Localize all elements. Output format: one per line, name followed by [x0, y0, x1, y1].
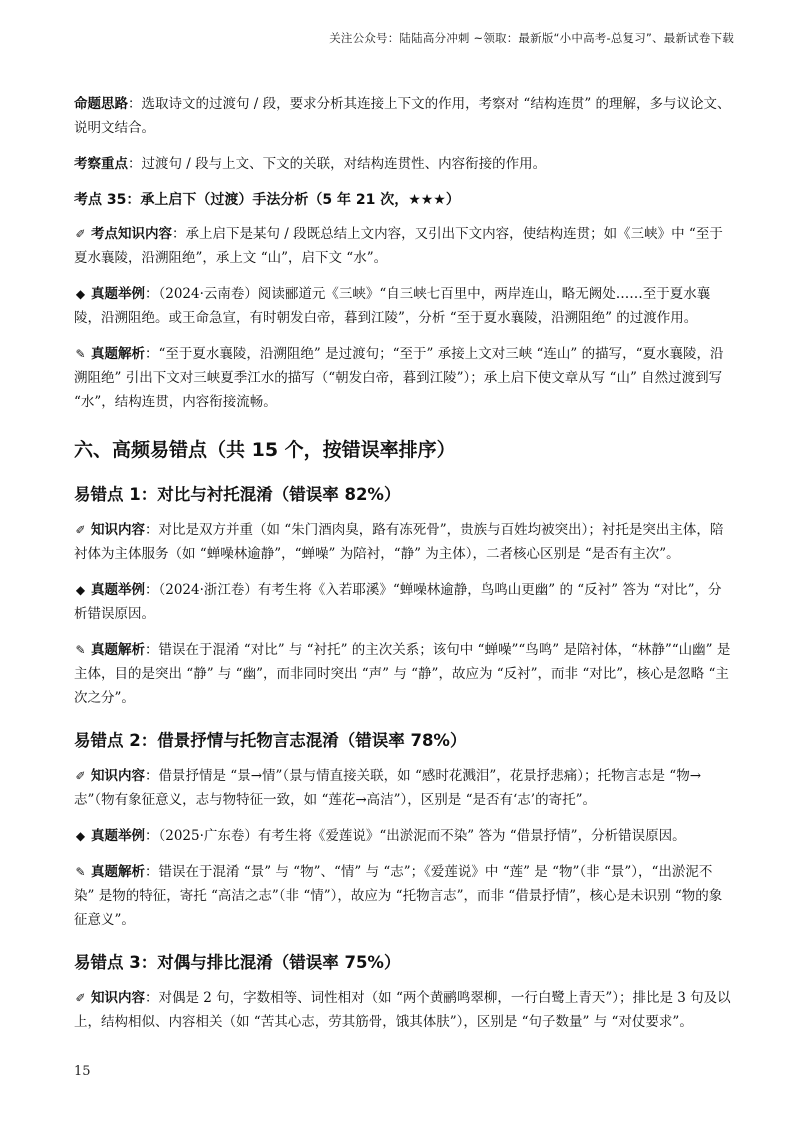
page-number: 15	[74, 1064, 91, 1079]
knowledge-text: ：对比是双方并重（如 “朱门酒肉臭，路有冻死骨”，贵族与百姓均被突出）；衬托是突出主体，陪衬体为主体服务（如 “蝉噪林逾静”，“蝉噪” 为陪衬，“静” 为主体），二者核心区别是 “是否有主次”。	[74, 522, 724, 562]
mingti-label: 命题思路	[74, 96, 128, 112]
example-label: 真题举例	[91, 582, 145, 598]
knowledge-text: ：承上启下是某句 / 段既总结上文内容，又引出下文内容，使结构连贯；如《三峡》中 “至于夏水襄陵，沿溯阻绝”，承上文 “山”，启下文 “水”。	[74, 226, 723, 266]
kaodian-35-analysis	[74, 342, 732, 414]
error-1-example	[74, 578, 732, 626]
example-text: ：（2024·浙江卷）有考生将《入若耶溪》“蝉噪林逾静，鸟鸣山更幽” 的 “反衬” 答为 “对比”，分析错误原因。	[74, 582, 722, 622]
pen-nib-icon: ✎	[75, 347, 86, 361]
kaodian-35-title: 考点 35：承上启下（过渡）手法分析（5 年 21 次，★★★）	[74, 192, 460, 208]
example-text: ：（2024·云南卷）阅读郦道元《三峡》“自三峡七百里中，两岸连山，略无阙处……至于夏水襄陵，沿溯阻绝。或王命急宣，有时朝发白帝，暮到江陵”，分析 “至于夏水襄陵，沿溯阻绝” 的过渡作用。	[74, 286, 711, 326]
mingti-text: ：选取诗文的过渡句 / 段，要求分析其连接上下文的作用，考察对 “结构连贯” 的理解，多与议论文、说明文结合。	[74, 96, 731, 136]
error-3-knowledge	[74, 986, 732, 1034]
kaodian-35-example	[74, 282, 732, 330]
section-6-heading: 六、高频易错点（共 15 个，按错误率排序）	[74, 439, 456, 461]
error-2-analysis	[74, 860, 732, 932]
knowledge-text: ：借景抒情是 “景→情”（景与情直接关联，如 “感时花溅泪”，花景抒悲痛）；托物言志是 “物→志”（物有象征意义，志与物特征一致，如 “莲花→高洁”），区别是 “是否有‘志’的寄托”。	[74, 768, 702, 808]
analysis-text: ：错误在于混淆 “对比” 与 “衬托” 的主次关系；该句中 “蝉噪”“鸟鸣” 是陪衬体，“林静”“山幽” 是主体，目的是突出 “静” 与 “幽”，而非同时突出 “声” 与 “静”，故应为 “反衬”，而非 “对比”，核心是忽略 “主次之分”。	[74, 642, 731, 706]
pencil-icon: ✐	[75, 227, 86, 241]
knowledge-label: 知识内容	[91, 522, 145, 538]
diamond-bullet-icon: ◆	[75, 583, 86, 597]
diamond-bullet-icon: ◆	[75, 287, 86, 301]
error-2-example	[74, 824, 732, 848]
example-label: 真题举例	[91, 286, 145, 302]
knowledge-text: ：对偶是 2 句，字数相等、词性相对（如 “两个黄鹂鸣翠柳，一行白鹭上青天”）；排比是 3 句及以上，结构相似、内容相关（如 “苦其心志，劳其筋骨，饿其体肤”），区别是 “句子数量” 与 “对仗要求”。	[74, 990, 731, 1030]
kaocha-text: ：过渡句 / 段与上文、下文的关联，对结构连贯性、内容衔接的作用。	[128, 156, 547, 172]
error-2-knowledge	[74, 764, 732, 812]
knowledge-label: 考点知识内容	[91, 226, 172, 242]
kaodian-35-knowledge	[74, 222, 732, 270]
analysis-label: 真题解析	[91, 864, 145, 880]
kaocha-label: 考察重点	[74, 156, 128, 172]
diamond-bullet-icon: ◆	[75, 829, 86, 843]
analysis-text: ：“至于夏水襄陵，沿溯阻绝” 是过渡句；“至于” 承接上文对三峡 “连山” 的描写，“夏水襄陵，沿溯阻绝” 引出下文对三峡夏季江水的描写（“朝发白帝，暮到江陵”）；承上启下使文章从写 “山” 自然过渡到写 “水”，结构连贯，内容衔接流畅。	[74, 346, 724, 410]
knowledge-label: 知识内容	[91, 768, 145, 784]
example-text: ：（2025·广东卷）有考生将《爱莲说》“出淤泥而不染” 答为 “借景抒情”，分析错误原因。	[145, 828, 686, 844]
mingti-paragraph	[74, 92, 732, 140]
error-2-heading: 易错点 2：借景抒情与托物言志混淆（错误率 78%）	[74, 731, 467, 750]
error-3-heading: 易错点 3：对偶与排比混淆（错误率 75%）	[74, 953, 401, 972]
error-1-analysis	[74, 638, 732, 710]
pencil-icon: ✐	[75, 769, 86, 783]
error-1-knowledge	[74, 518, 732, 566]
document-body	[74, 92, 732, 1046]
analysis-label: 真题解析	[91, 346, 145, 362]
example-label: 真题举例	[91, 828, 145, 844]
knowledge-label: 知识内容	[91, 990, 145, 1006]
kaocha-paragraph	[74, 152, 732, 176]
pen-nib-icon: ✎	[75, 865, 86, 879]
pencil-icon: ✐	[75, 991, 86, 1005]
error-1-heading: 易错点 1：对比与衬托混淆（错误率 82%）	[74, 485, 401, 504]
pen-nib-icon: ✎	[75, 643, 86, 657]
page-header: 关注公众号：陆陆高分冲刺 ~领取：最新版“小中高考-总复习”、最新试卷下载	[329, 31, 734, 45]
analysis-text: ：错误在于混淆 “景” 与 “物”、“情” 与 “志”；《爱莲说》中 “莲” 是 “物”（非 “景”），“出淤泥不染” 是物的特征，寄托 “高洁之志”（非 “情”），故应为 “托物言志”，而非 “借景抒情”，核心是未识别 “物的象征意义”。	[74, 864, 723, 928]
pencil-icon: ✐	[75, 523, 86, 537]
analysis-label: 真题解析	[91, 642, 145, 658]
